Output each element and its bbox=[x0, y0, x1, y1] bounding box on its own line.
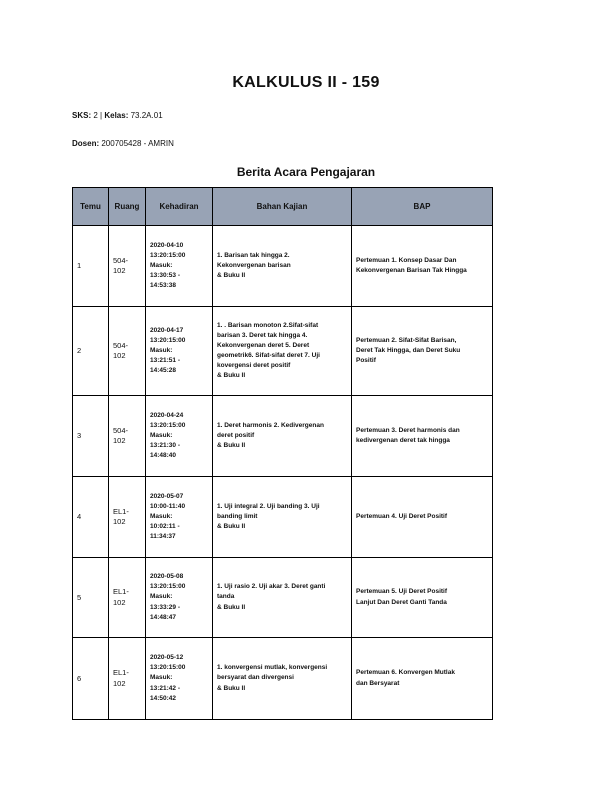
bahan-kajian-line: 1. . Barisan monoton 2.Sifat-sifat bbox=[217, 321, 319, 329]
cell-ruang: EL1- 102 bbox=[109, 638, 146, 720]
cell-temu: 3 bbox=[73, 396, 109, 477]
kehadiran-line: 10:00-11:40 bbox=[150, 502, 186, 510]
bap-line: Pertemuan 3. Deret harmonis dan bbox=[356, 426, 460, 434]
kehadiran-line: 2020-04-24 bbox=[150, 411, 184, 419]
dosen-value: 200705428 - AMRIN bbox=[101, 139, 174, 148]
cell-bahan-kajian bbox=[213, 396, 352, 477]
bap-line: Deret Tak Hingga, dan Deret Suku bbox=[356, 346, 461, 354]
header-temu: Temu bbox=[73, 188, 109, 226]
cell-kehadiran bbox=[146, 226, 213, 307]
table-row bbox=[73, 638, 493, 720]
table-row bbox=[73, 477, 493, 558]
header-ruang: Ruang bbox=[109, 188, 146, 226]
bahan-kajian-line: & Buku II bbox=[217, 603, 246, 611]
sks-label: SKS: bbox=[72, 111, 92, 120]
dosen-label: Dosen: bbox=[72, 139, 100, 148]
cell-temu: 4 bbox=[73, 477, 109, 558]
bap-line: kedivergenan deret tak hingga bbox=[356, 437, 450, 444]
cell-temu: 2 bbox=[73, 307, 109, 396]
bap-line: Pertemuan 5. Uji Deret Positif bbox=[356, 588, 448, 596]
kehadiran-line: 13:20:15:00 bbox=[150, 664, 186, 672]
lecturer-info-line bbox=[72, 139, 174, 148]
course-title: KALKULUS II - 159 bbox=[232, 74, 380, 91]
cell-temu: 6 bbox=[73, 638, 109, 720]
bahan-kajian-line: & Buku II bbox=[217, 372, 246, 380]
kehadiran-line: 13:20:15:00 bbox=[150, 336, 186, 344]
kehadiran-line: 13:33:29 - bbox=[150, 603, 180, 611]
kehadiran-line: 2020-05-08 bbox=[150, 573, 184, 581]
kehadiran-line: 11:34:37 bbox=[150, 533, 176, 541]
kehadiran-line: Masuk: bbox=[150, 346, 173, 354]
bahan-kajian-line: barisan 3. Deret tak hingga 4. bbox=[217, 331, 308, 339]
bap-line: Positif bbox=[356, 357, 376, 365]
bahan-kajian-line: tanda bbox=[217, 593, 235, 601]
kehadiran-line: 2020-04-10 bbox=[150, 241, 184, 249]
kehadiran-line: 2020-05-07 bbox=[150, 492, 184, 500]
cell-ruang: EL1- 102 bbox=[109, 558, 146, 638]
bahan-kajian-line: 1. konvergensi mutlak, konvergensi bbox=[217, 664, 328, 672]
bahan-kajian-line: Kekonvergenan deret 5. Deret bbox=[217, 341, 310, 349]
header-bahan-kajian: Bahan Kajian bbox=[213, 188, 352, 226]
bahan-kajian-line: & Buku II bbox=[217, 684, 246, 692]
kehadiran-line: 2020-05-12 bbox=[150, 654, 184, 662]
bahan-kajian-line: banding limit bbox=[217, 512, 258, 520]
cell-bahan-kajian bbox=[213, 226, 352, 307]
bahan-kajian-line: deret positif bbox=[217, 431, 255, 439]
kehadiran-line: 13:20:15:00 bbox=[150, 421, 186, 429]
cell-kehadiran bbox=[146, 396, 213, 477]
kehadiran-line: Masuk: bbox=[150, 674, 173, 682]
kehadiran-line: 14:48:47 bbox=[150, 613, 177, 621]
cell-bahan-kajian bbox=[213, 638, 352, 720]
cell-ruang: 504- 102 bbox=[109, 396, 146, 477]
cell-bahan-kajian bbox=[213, 477, 352, 558]
bahan-kajian-line: 1. Uji rasio 2. Uji akar 3. Deret ganti bbox=[217, 583, 326, 591]
kelas-label: Kelas: bbox=[104, 111, 129, 120]
cell-ruang: 504- 102 bbox=[109, 226, 146, 307]
kehadiran-line: 13:20:15:00 bbox=[150, 583, 186, 591]
cell-bahan-kajian bbox=[213, 558, 352, 638]
cell-kehadiran bbox=[146, 307, 213, 396]
cell-kehadiran bbox=[146, 558, 213, 638]
table-row bbox=[73, 558, 493, 638]
kelas-value: 73.2A.01 bbox=[130, 111, 163, 120]
cell-kehadiran bbox=[146, 638, 213, 720]
info-separator: | bbox=[100, 111, 103, 120]
header-bap: BAP bbox=[352, 188, 493, 226]
section-title: Berita Acara Pengajaran bbox=[236, 165, 376, 179]
cell-bahan-kajian bbox=[213, 307, 352, 396]
kehadiran-line: Masuk: bbox=[150, 512, 173, 520]
header-kehadiran: Kehadiran bbox=[146, 188, 213, 226]
cell-bap bbox=[352, 307, 493, 396]
table-row bbox=[73, 226, 493, 307]
kehadiran-line: 13:21:51 - bbox=[150, 357, 180, 365]
kehadiran-line: 13:30:53 - bbox=[150, 272, 180, 280]
course-info-line bbox=[72, 111, 163, 120]
kehadiran-line: Masuk: bbox=[150, 261, 173, 269]
cell-bap bbox=[352, 396, 493, 477]
kehadiran-line: 2020-04-17 bbox=[150, 326, 184, 334]
kehadiran-line: 13:21:30 - bbox=[150, 442, 180, 450]
kehadiran-line: Masuk: bbox=[150, 431, 173, 439]
bahan-kajian-line: Kekonvergenan barisan bbox=[217, 261, 291, 269]
kehadiran-line: 13:21:42 - bbox=[150, 684, 180, 692]
table-row bbox=[73, 396, 493, 477]
bahan-kajian-line: & Buku II bbox=[217, 272, 246, 280]
cell-bap bbox=[352, 226, 493, 307]
kehadiran-line: 14:45:28 bbox=[150, 367, 177, 375]
kehadiran-line: 14:53:38 bbox=[150, 282, 177, 290]
bahan-kajian-line: 1. Barisan tak hingga 2. bbox=[217, 251, 290, 259]
cell-ruang: EL1- 102 bbox=[109, 477, 146, 558]
cell-temu: 1 bbox=[73, 226, 109, 307]
bap-line: Pertemuan 4. Uji Deret Positif bbox=[356, 512, 448, 520]
table-header-row bbox=[73, 188, 493, 226]
bap-line: dan Bersyarat bbox=[356, 679, 400, 687]
bahan-kajian-line: & Buku II bbox=[217, 523, 246, 531]
bap-line: Pertemuan 2. Sifat-Sifat Barisan, bbox=[356, 336, 457, 344]
table-row bbox=[73, 307, 493, 396]
cell-ruang: 504- 102 bbox=[109, 307, 146, 396]
bahan-kajian-line: kovergensi deret positif bbox=[217, 362, 291, 370]
bap-line: Pertemuan 6. Konvergen Mutlak bbox=[356, 669, 455, 677]
bahan-kajian-line: 1. Deret harmonis 2. Kedivergenan bbox=[217, 421, 324, 429]
kehadiran-line: 10:02:11 - bbox=[150, 523, 180, 531]
cell-kehadiran bbox=[146, 477, 213, 558]
bap-line: Kekonvergenan Barisan Tak Hingga bbox=[356, 267, 467, 274]
bahan-kajian-line: geometrik6. Sifat-sifat deret 7. Uji bbox=[217, 352, 320, 359]
bap-line: Pertemuan 1. Konsep Dasar Dan bbox=[356, 256, 457, 264]
kehadiran-line: 14:50:42 bbox=[150, 694, 177, 702]
cell-bap bbox=[352, 477, 493, 558]
cell-bap bbox=[352, 638, 493, 720]
bahan-kajian-line: & Buku II bbox=[217, 442, 246, 450]
bahan-kajian-line: 1. Uji integral 2. Uji banding 3. Uji bbox=[217, 502, 320, 510]
bahan-kajian-line: bersyarat dan divergensi bbox=[217, 674, 294, 682]
teaching-record-table bbox=[72, 187, 493, 720]
kehadiran-line: Masuk: bbox=[150, 593, 173, 601]
sks-value: 2 bbox=[93, 111, 98, 120]
bap-line: Lanjut Dan Deret Ganti Tanda bbox=[356, 598, 447, 606]
kehadiran-line: 14:48:40 bbox=[150, 452, 177, 460]
kehadiran-line: 13:20:15:00 bbox=[150, 251, 186, 259]
cell-temu: 5 bbox=[73, 558, 109, 638]
cell-bap bbox=[352, 558, 493, 638]
